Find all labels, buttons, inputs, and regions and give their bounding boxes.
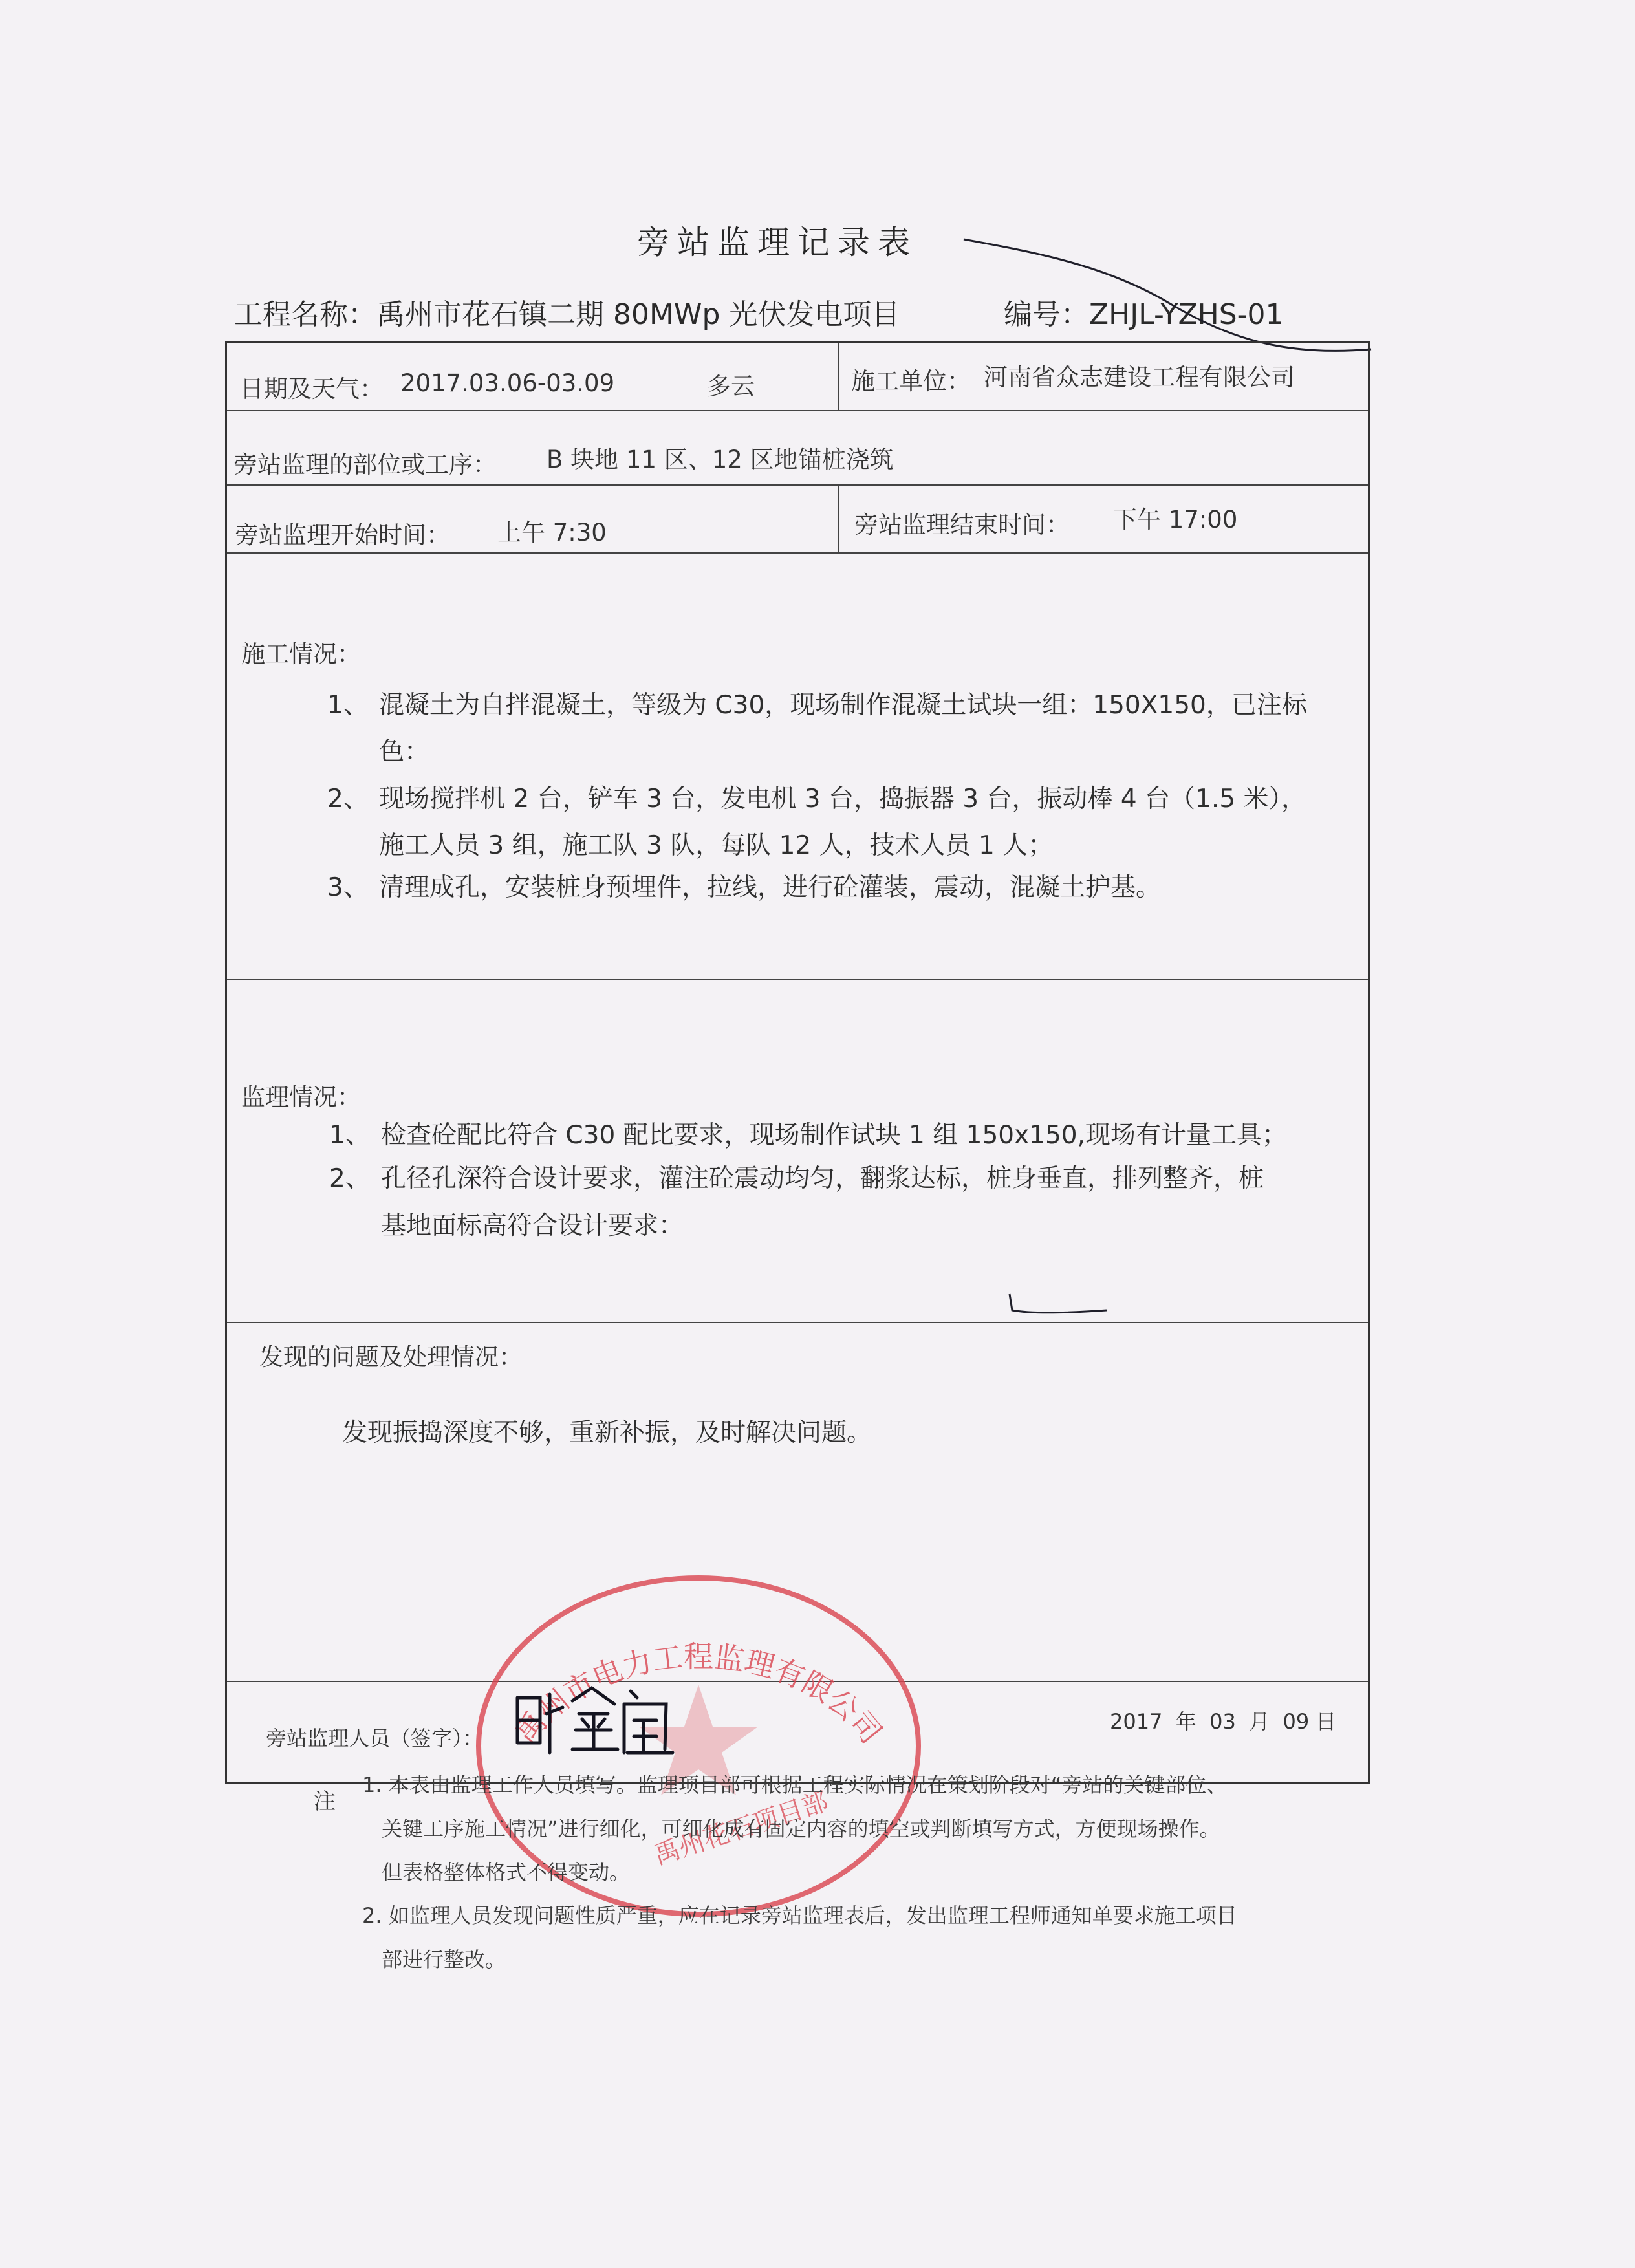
- divider: [838, 343, 839, 411]
- date-value: 2017.03.06-03.09: [400, 369, 615, 397]
- code-value: ZHJL-YZHS-01: [1089, 298, 1284, 331]
- construction-section: [227, 554, 1368, 980]
- start-value: 上午 7:30: [497, 519, 607, 546]
- contractor-value: 河南省众志建设工程有限公司: [984, 363, 1295, 391]
- notes-label: 注: [314, 1789, 336, 1815]
- item-text: 孔径孔深符合设计要求，灌注砼震动均匀，翻浆达标，桩身垂直，排列整齐，桩: [381, 1164, 1264, 1193]
- part-label: 旁站监理的部位或工序：: [233, 451, 497, 479]
- note-line: 2. 如监理人员发现问题性质严重，应在记录旁站监理表后，发出监理工程师通知单要求施工项目: [362, 1903, 1237, 1928]
- handwritten-mark: [1003, 1291, 1120, 1323]
- row-time: [227, 486, 1368, 554]
- item-continuation: 色：: [379, 737, 430, 766]
- seal-inner-text: 禹州花石项目部: [650, 1786, 832, 1871]
- item-number: 1、: [327, 691, 369, 720]
- item-number: 2、: [327, 784, 369, 814]
- document-title: 旁站监理记录表: [637, 224, 918, 261]
- code-label: 编号：: [1004, 298, 1089, 331]
- contractor-label: 施工单位：: [851, 367, 971, 395]
- weather-value: 多云: [707, 373, 755, 400]
- item-text: 混凝土为自拌混凝土，等级为 C30，现场制作混凝土试块一组：150X150，已注标: [379, 691, 1307, 720]
- problems-title: 发现的问题及处理情况：: [259, 1343, 523, 1371]
- item-text: 清理成孔，安装桩身预埋件，拉线，进行砼灌装，震动，混凝土护基。: [379, 873, 1162, 902]
- construction-item: [327, 872, 1161, 905]
- item-continuation: 施工人员 3 组，施工队 3 队，每队 12 人，技术人员 1 人；: [379, 831, 1054, 860]
- item-text: 检查砼配比符合 C30 配比要求，现场制作试块 1 组 150x150,现场有计量工具；: [381, 1121, 1288, 1150]
- end-value: 下午 17:00: [1113, 506, 1238, 534]
- divider: [838, 486, 839, 554]
- project-label: 工程名称：: [234, 298, 376, 331]
- problems-text: 发现振捣深度不够，重新补振，及时解决问题。: [342, 1418, 872, 1447]
- project-line: [234, 291, 1284, 332]
- start-label: 旁站监理开始时间：: [235, 521, 450, 549]
- row-date-contractor: [227, 343, 1368, 411]
- supervision-item: [329, 1119, 1287, 1152]
- handwritten-signature: [511, 1681, 679, 1759]
- date-label: 日期及天气：: [240, 375, 384, 403]
- construction-item: [327, 689, 1307, 722]
- sign-date: 2017 年 03 月 09 日: [1110, 1709, 1337, 1734]
- item-number: 2、: [329, 1164, 371, 1193]
- note-line: 部进行整改。: [382, 1947, 506, 1972]
- row-part: [227, 411, 1368, 486]
- item-number: 1、: [329, 1121, 371, 1150]
- supervision-item: [329, 1163, 1264, 1196]
- note-line: 关键工序施工情况”进行细化，可细化成有固定内容的填空或判断填写方式，方便现场操作。: [382, 1817, 1220, 1841]
- supervision-title: 监理情况：: [241, 1083, 361, 1111]
- seal-outer-text: 禹州市电力工程监理有限公司: [508, 1639, 889, 1751]
- construction-title: 施工情况：: [241, 640, 361, 668]
- item-continuation: 基地面标高符合设计要求：: [381, 1211, 684, 1240]
- note-line: 1. 本表由监理工作人员填写。监理项目部可根据工程实际情况在策划阶段对“旁站的关键部位、: [362, 1773, 1228, 1797]
- project-name: 禹州市花石镇二期 80MWp 光伏发电项目: [376, 298, 900, 331]
- sign-label: 旁站监理人员（签字）：: [266, 1726, 484, 1751]
- item-number: 3、: [327, 873, 369, 902]
- part-value: B 块地 11 区、12 区地锚桩浇筑: [547, 446, 894, 473]
- construction-item: [327, 783, 1306, 816]
- end-label: 旁站监理结束时间：: [854, 511, 1070, 539]
- note-line: 但表格整体格式不得变动。: [382, 1860, 631, 1885]
- item-text: 现场搅拌机 2 台，铲车 3 台，发电机 3 台，捣振器 3 台，振动棒 4 台（1.5 米），: [379, 784, 1306, 814]
- supervision-section: [227, 980, 1368, 1323]
